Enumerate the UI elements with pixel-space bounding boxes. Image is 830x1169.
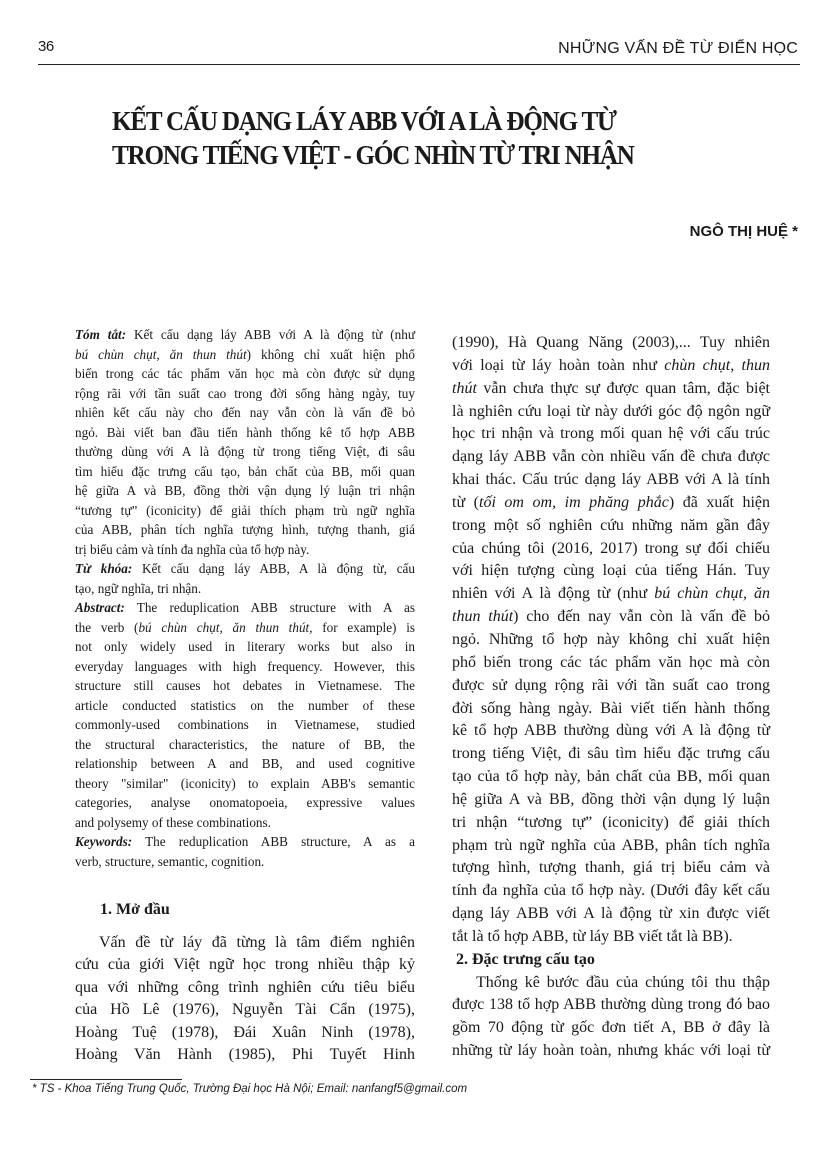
- footnote-rule: [30, 1079, 182, 1080]
- text-line: [75, 696, 415, 716]
- text-segment: Vấn đề từ láy đã từng là tâm điểm nghiên: [99, 934, 415, 951]
- text-line: [452, 378, 770, 401]
- text-segment: ) cho đến nay vẫn còn là vấn đề bỏ: [513, 608, 770, 626]
- text-segment: của Hồ Lê (1976), Nguyễn Tài Cẩn (1975),: [75, 1001, 415, 1019]
- label-text: Keywords:: [75, 834, 133, 849]
- text-line: [452, 903, 770, 926]
- text-line: [452, 857, 770, 880]
- text-segment: Hoàng Văn Hành (1985), Phi Tuyết Hinh: [75, 1046, 415, 1064]
- text-segment: biến trong các tác phẩm văn học mà còn được sử dụng: [75, 366, 415, 381]
- text-line: [452, 743, 770, 766]
- text-segment: The reduplication ABB structure with A as: [124, 600, 415, 615]
- label-text: Abstract:: [75, 600, 125, 615]
- text-segment: hệ giữa A và BB, đồng thời vận dụng lý luận: [452, 790, 770, 808]
- label-text: Tóm tắt:: [75, 327, 127, 342]
- text-line: [452, 698, 770, 721]
- page-number: 36: [38, 38, 54, 55]
- text-line: [452, 720, 770, 743]
- text-line: [452, 606, 770, 629]
- text-line: [452, 880, 770, 903]
- text-line: [452, 423, 770, 446]
- text-segment: Kết cấu dạng láy ABB, A là động từ, cấu: [132, 561, 416, 576]
- text-line: [452, 446, 770, 469]
- text-segment: theory "similar" (iconicity) to explain ABB's semantic: [75, 775, 415, 791]
- text-segment: hệ giữa A và BB, đồng thời vận dụng lý luận tri nhận: [75, 483, 415, 498]
- text-segment: của chúng tôi (2016, 2017) trong sự đối chiếu: [452, 539, 770, 557]
- text-segment: article conducted statistics on the number of these: [75, 697, 415, 713]
- text-line: [75, 364, 415, 384]
- text-segment: những từ láy hoàn toàn, nhưng khác với loại từ: [452, 1042, 770, 1060]
- text-segment: phạm trù ngữ nghĩa của ABB, phân tích nghĩa: [452, 836, 770, 854]
- text-segment: qua với những công trình nghiên cứu tiêu biểu: [75, 978, 415, 996]
- text-segment: học tri nhận và trong mối quan hệ với cấu trúc: [452, 425, 770, 443]
- text-line: [75, 977, 415, 999]
- abstract-block: [75, 325, 415, 871]
- text-segment: everyday languages with high frequency. However, this: [75, 658, 415, 674]
- text-line: [75, 715, 415, 735]
- text-line: [75, 540, 415, 560]
- text-segment: Thống kê bước đầu của chúng tôi thu thập: [476, 973, 770, 991]
- text-segment: phổ biến trong các tác phẩm văn học mà còn: [452, 653, 770, 671]
- author: NGÔ THỊ HUỆ *: [689, 223, 798, 240]
- text-line: [452, 1017, 770, 1040]
- text-line: [75, 423, 415, 443]
- text-line: [452, 515, 770, 538]
- text-line: [452, 789, 770, 812]
- text-line: [75, 735, 415, 755]
- text-line: [75, 481, 415, 501]
- text-segment: kê tổ hợp ABB thường dùng với A là động từ: [452, 722, 770, 740]
- text-line: [75, 832, 415, 852]
- text-segment: ) không chỉ xuất hiện phổ: [246, 346, 415, 362]
- text-segment: Kết cấu dạng láy ABB với A là động từ (như: [126, 327, 415, 342]
- text-segment: trong một số nghiên cứu những năm gần đây: [452, 516, 770, 534]
- article-title: [112, 104, 634, 172]
- text-line: [452, 583, 770, 606]
- text-line: [452, 629, 770, 652]
- text-segment: là nghiên cứu loại từ này dưới góc độ ngôn ngữ: [452, 402, 770, 420]
- text-segment: tạo của tổ hợp này, bản chất của BB, mối quan: [452, 768, 770, 786]
- title-line-2: TRONG TIẾNG VIỆT - GÓC NHÌN TỪ TRI NHẬN: [112, 140, 634, 170]
- text-line: [75, 384, 415, 404]
- text-segment: tri nhận “tương tự” (iconicity) để giải thích: [452, 813, 770, 831]
- text-line: [452, 652, 770, 675]
- section-1-heading: 1. Mở đầu: [100, 901, 170, 918]
- text-segment: the verb (: [75, 619, 139, 635]
- text-line: [75, 462, 415, 482]
- text-line: [452, 492, 770, 515]
- text-segment: được 138 tổ hợp ABB thường dùng trong đó bao: [452, 996, 770, 1014]
- section-1-body: [75, 932, 415, 1066]
- text-line: [75, 774, 415, 794]
- italic-text: bú chùn chụt, ăn thun thút: [75, 346, 247, 362]
- text-line: [452, 994, 770, 1017]
- text-line: [75, 559, 415, 579]
- title-line-1: KẾT CẤU DẠNG LÁY ABB VỚI A LÀ ĐỘNG TỪ: [112, 106, 616, 136]
- text-segment: trong tiếng Việt, đi sâu tìm hiểu đặc trưng cấu: [452, 745, 770, 763]
- text-line: [75, 442, 415, 462]
- text-segment: với loại từ láy hoàn toàn như: [452, 356, 665, 374]
- text-line: [452, 538, 770, 561]
- text-line: [452, 926, 770, 949]
- text-segment: trị biểu cảm và tính đa nghĩa của tổ hợp này.: [75, 541, 310, 557]
- text-line: [75, 325, 415, 345]
- text-segment: tắt là tổ hợp ABB, từ láy BB viết tắt là BB).: [452, 927, 733, 945]
- header-rule: [38, 64, 800, 65]
- text-segment: ) đã xuất hiện: [668, 493, 770, 511]
- text-line: [452, 560, 770, 583]
- text-segment: not only widely used in literary works but also in: [75, 639, 415, 654]
- right-column-body: [452, 332, 770, 1063]
- text-segment: the structural characteristics, the nature of BB, the: [75, 736, 415, 752]
- text-line: [75, 954, 415, 976]
- text-segment: tính đa nghĩa của tổ hợp này. (Dưới đây kết cấu: [452, 882, 770, 900]
- italic-text: thun thút: [452, 608, 514, 626]
- text-segment: cứu của giới Việt ngữ học trong nhiều thập kỷ: [75, 956, 415, 974]
- text-segment: structure still causes hot debates in Vietnamese. The: [75, 678, 415, 693]
- text-segment: and polysemy of these combinations.: [75, 814, 271, 830]
- text-line: [452, 355, 770, 378]
- text-line: [75, 520, 415, 540]
- text-segment: gồm 70 động từ gốc đơn tiết A, BB ở đây là: [452, 1019, 770, 1037]
- text-segment: commonly-used combinations in Vietnamese, studied: [75, 717, 415, 732]
- text-line: [452, 812, 770, 835]
- running-header: NHỮNG VẤN ĐỀ TỪ ĐIỂN HỌC: [558, 40, 798, 57]
- text-line: [75, 403, 415, 423]
- text-segment: dạng láy ABB với A là động từ xin được viết: [452, 905, 770, 923]
- text-segment: categories, analyse onomatopoeia, expressive values: [75, 795, 415, 810]
- text-segment: tìm hiểu đặc trưng cấu tạo, bản chất của BB, mối quan: [75, 463, 415, 479]
- text-segment: nhiên kết cấu này cho đến nay vẫn còn là vấn đề bỏ: [75, 405, 415, 420]
- text-line: [452, 332, 770, 355]
- text-segment: relationship between A and BB, and used cognitive: [75, 756, 415, 771]
- text-segment: rộng rãi với tần suất cao trong đời sống hàng ngày, tuy: [75, 385, 415, 401]
- text-line: [75, 1022, 415, 1044]
- text-line: [452, 675, 770, 698]
- text-segment: của ABB, phân tích nghĩa tượng hình, tượng thanh, giá: [75, 522, 415, 537]
- text-segment: khai thác. Cấu trúc dạng láy ABB với A là tính: [452, 471, 770, 489]
- text-line: [75, 813, 415, 833]
- text-line: [75, 676, 415, 696]
- text-line: [75, 754, 415, 774]
- text-line: [75, 932, 415, 954]
- label-text: Từ khóa:: [75, 561, 133, 576]
- text-segment: với hiện tượng cùng loại của tiếng Hán. Tuy: [452, 562, 770, 580]
- text-segment: ngỏ. Bài viết ban đầu tiến hành thống kê tổ hợp ABB: [75, 424, 415, 440]
- text-line: [75, 793, 415, 813]
- text-line: [452, 469, 770, 492]
- footnote: * TS - Khoa Tiếng Trung Quốc, Trường Đại học Hà Nội; Email: nanfangf5@gmail.com: [32, 1083, 468, 1095]
- text-segment: tượng hình, tượng thanh, giá trị biểu cảm và: [452, 859, 770, 877]
- italic-text: bú chùn chụt, ăn: [654, 585, 770, 603]
- text-segment: 2. Đặc trưng cấu tạo: [456, 950, 595, 968]
- text-line: [452, 766, 770, 789]
- italic-text: bú chùn chụt, ăn thun thút: [138, 619, 310, 635]
- text-segment: verb, structure, semantic, cognition.: [75, 853, 265, 869]
- text-segment: ngỏ. Những tổ hợp này không chỉ xuất hiện: [452, 630, 770, 648]
- text-line: [75, 598, 415, 618]
- text-segment: được sử dụng rộng rãi với tần suất cao trong: [452, 676, 770, 694]
- text-segment: Hoàng Tuệ (1978), Đái Xuân Ninh (1978),: [75, 1023, 415, 1041]
- text-line: [75, 501, 415, 521]
- text-line: [75, 1044, 415, 1066]
- text-segment: từ (: [452, 493, 479, 511]
- section-heading: [452, 949, 770, 972]
- text-line: [452, 1040, 770, 1063]
- text-segment: dạng láy ABB vẫn còn nhiều vấn đề chưa được: [452, 448, 770, 466]
- italic-text: chùn chụt, thun: [664, 356, 770, 374]
- text-segment: , for example) is: [309, 619, 415, 635]
- text-segment: tạo, ngữ nghĩa, tri nhận.: [75, 580, 202, 596]
- text-segment: (1990), Hà Quang Năng (2003),... Tuy nhiên: [452, 334, 770, 351]
- text-line: [75, 852, 415, 872]
- text-line: [75, 579, 415, 599]
- text-segment: vẫn chưa thực sự được quan tâm, đặc biệt: [476, 379, 770, 397]
- text-line: [452, 835, 770, 858]
- text-line: [75, 637, 415, 657]
- text-segment: đời sống hàng ngày. Bài viết tiến hành thống: [452, 699, 770, 717]
- italic-text: thút: [452, 379, 477, 397]
- text-line: [75, 618, 415, 638]
- italic-text: tối om om, im phăng phắc: [479, 493, 669, 511]
- text-line: [452, 401, 770, 424]
- text-segment: thường dùng với A là động từ trong tiếng Việt, đi sâu: [75, 444, 415, 459]
- text-segment: “tương tự” (iconicity) để giải thích phạm trù ngữ nghĩa: [75, 502, 415, 518]
- text-line: [75, 999, 415, 1021]
- text-segment: nhiên với A là động từ (như: [452, 585, 655, 603]
- text-line: [75, 345, 415, 365]
- text-line: [75, 657, 415, 677]
- text-line: [452, 972, 770, 995]
- text-segment: The reduplication ABB structure, A as a: [132, 834, 415, 849]
